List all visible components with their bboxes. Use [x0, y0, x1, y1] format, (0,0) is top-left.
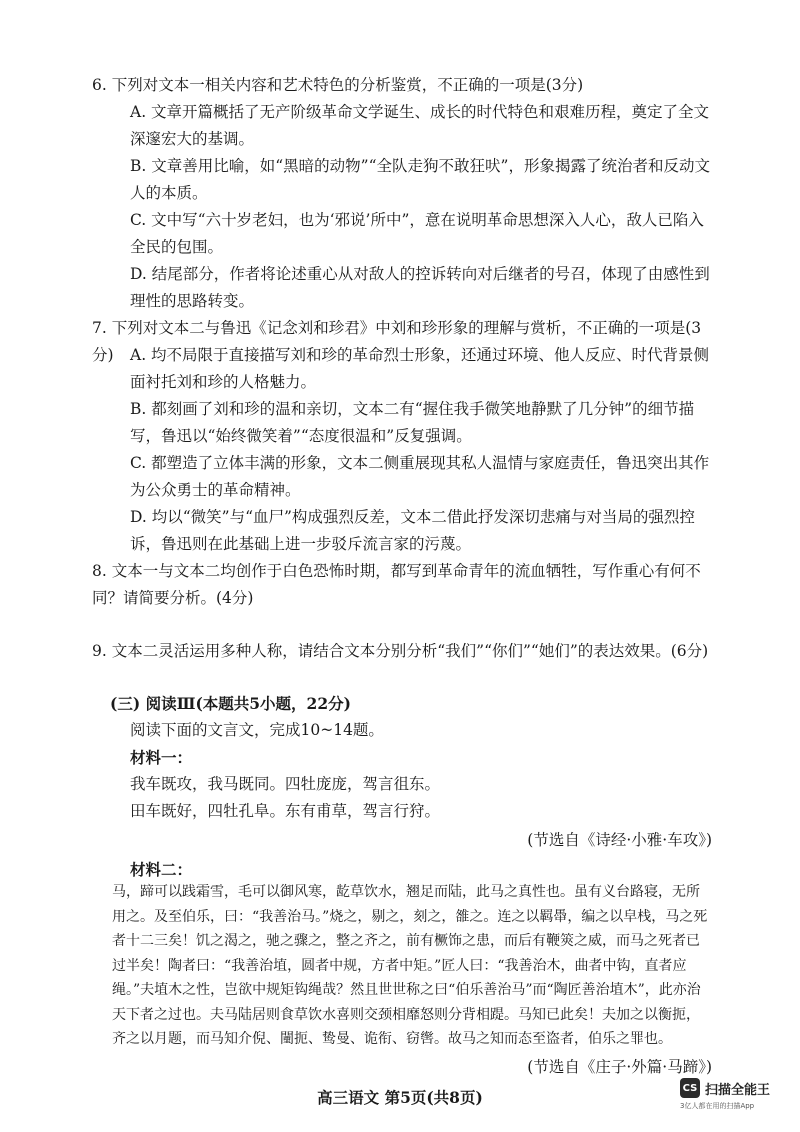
q6-option-a: A. 文章开篇概括了无产阶级革命文学诞生、成长的时代特色和艰难历程，奠定了全文深邃宏大的基调。 [130, 103, 710, 148]
scanner-watermark [680, 1078, 770, 1098]
cs-logo-icon: CS [680, 1078, 700, 1098]
q7-stem: 7. 下列对文本二与鲁迅《记念刘和珍君》中刘和珍形象的理解与赏析，不正确的一项是(3分) [92, 319, 702, 364]
material2-source: (节选自《庄子·外篇·马蹄》) [527, 1058, 712, 1076]
material2-text: 马，蹄可以践霜雪，毛可以御风寒，龁草饮水，翘足而陆，此马之真性也。虽有义台路寝，无所用之。及至伯乐，曰：“我善治马。”烧之，剔之，刻之，雒之。连之以羁馽，编之以皁栈，马之死者十二三矣！饥之渴之，驰之骤之，整之齐之，前有橛饰之患，而后有鞭筴之威，而马之死者已过半矣！陶者曰：“我善治埴，圆者中规，方者中矩。”匠人曰：“我善治木，曲者中钩，直者应绳。”夫埴木之性，岂欲中规矩钩绳哉？然且世世称之曰“伯乐善治马”而“陶匠善治埴木”，此亦治天下者之过也。夫马陆居则食草饮水喜则交颈相靡怒则分背相踶。马知已此矣！夫加之以衡扼，齐之以月题，而马知介倪、闉扼、鸷曼、诡衔、窃辔。故马之知而态至盗者，伯乐之罪也。 [112, 884, 708, 1047]
q8-text: 8. 文本一与文本二均创作于白色恐怖时期，都写到革命青年的流血牺牲，写作重心有何不同？请简要分析。(4分) [92, 562, 701, 607]
material1-source: (节选自《诗经·小雅·车攻》) [527, 831, 712, 849]
q6-stem: 6. 下列对文本一相关内容和艺术特色的分析鉴赏，不正确的一项是(3分) [92, 76, 584, 94]
material1-line-1: 我车既攻，我马既同。四牡庞庞，驾言徂东。 [130, 775, 441, 793]
q6-option-d: D. 结尾部分，作者将论述重心从对敌人的控诉转向对后继者的号召，体现了由感性到理性的思路转变。 [130, 265, 710, 310]
section-title: (三) 阅读Ⅲ(本题共5小题，22分) [110, 694, 351, 713]
q7-option-b: B. 都刻画了刘和珍的温和亲切，文本二有“握住我手微笑地静默了几分钟”的细节描写，鲁迅以“始终微笑着”“态度很温和”反复强调。 [130, 400, 695, 445]
q9-text: 9. 文本二灵活运用多种人称，请结合文本分别分析“我们”“你们”“她们”的表达效果。(6分) [92, 642, 709, 660]
material1-label: 材料一： [130, 748, 193, 767]
page-footer: 高三语文 第5页(共8页) [317, 1088, 483, 1107]
q7-option-a: A. 均不局限于直接描写刘和珍的革命烈士形象，还通过环境、他人反应、时代背景侧面衬托刘和珍的人格魅力。 [130, 346, 710, 391]
q6-option-b: B. 文章善用比喻，如“黑暗的动物”“全队走狗不敢狂吠”，形象揭露了统治者和反动文人的本质。 [130, 157, 710, 202]
section-instruction: 阅读下面的文言文，完成10~14题。 [130, 721, 384, 739]
material2-label: 材料二： [130, 860, 193, 879]
q6-option-c: C. 文中写“六十岁老妇，也为‘邪说’所中”，意在说明革命思想深入人心，敌人已陷入全民的包围。 [130, 211, 704, 256]
watermark-name: 扫描全能王 [705, 1082, 771, 1098]
watermark-sub: 3亿人都在用的扫描App [680, 1102, 755, 1110]
q7-option-c: C. 都塑造了立体丰满的形象，文本二侧重展现其私人温情与家庭责任，鲁迅突出其作为公众勇士的革命精神。 [130, 454, 710, 499]
q7-option-d: D. 均以“微笑”与“血尸”构成强烈反差，文本二借此抒发深切悲痛与对当局的强烈控诉，鲁迅则在此基础上进一步驳斥流言家的污蔑。 [130, 508, 695, 553]
material1-line-2: 田车既好，四牡孔阜。东有甫草，驾言行狩。 [130, 802, 441, 820]
